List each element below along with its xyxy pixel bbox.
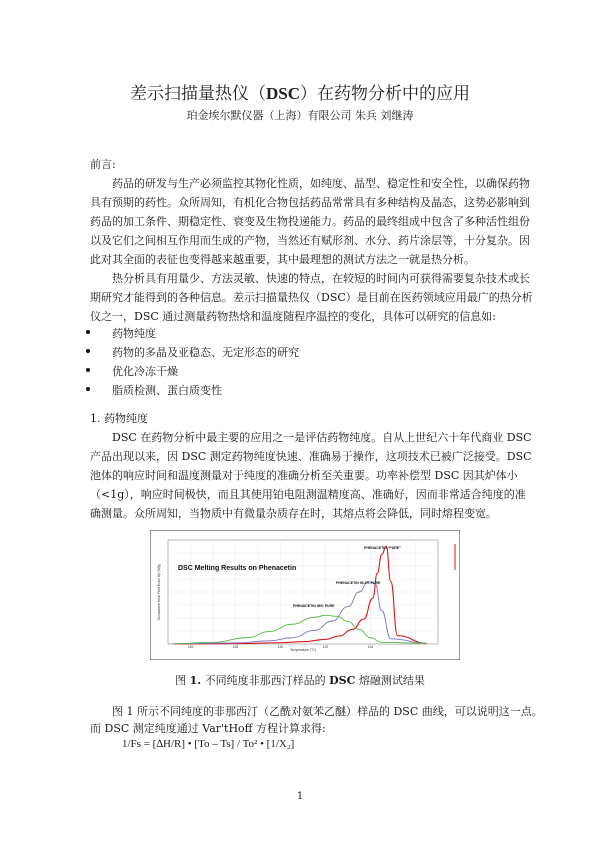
section-line: DSC 在药物分析中最主要的应用之一是评估药物纯度。自从上世纪六十年代商业 DSC	[112, 431, 532, 444]
preface-line: 此对其全面的表征也变得越来越重要，其中最理想的测试方法之一就是热分析。	[90, 253, 475, 266]
bullet-dot	[86, 368, 90, 372]
x-tick-label: 132	[322, 645, 329, 649]
series-label-98: PHENACETIN 98% PURE	[293, 604, 335, 608]
preface-line: 期研究才能得到的各种信息。差示扫描量热仪（DSC）是目前在医药领域应用最广的热分析	[90, 291, 533, 304]
authors: 珀金埃尔默仪器（上海）有限公司 朱兵 刘继涛	[186, 109, 414, 122]
bullet-item: 脂质检测、蛋白质变性	[112, 382, 222, 398]
section-line: （<1g），响应时间极快，而且其使用铂电阻测温精度高、准确好，因而非常适合纯度的准	[90, 488, 526, 501]
preface-line: 以及它们之间相互作用而生成的产物，当然还有赋形剂、水分、药片涂层等，十分复杂。因	[90, 234, 530, 247]
x-axis-label: Temperature (°C)	[289, 648, 317, 652]
series-label-pure: PHENACETIN "PURE"	[364, 546, 401, 550]
chart-title: DSC Melting Results on Phenacetin	[178, 565, 297, 572]
preface-heading: 前言:	[90, 158, 116, 171]
x-tick-label: 128	[232, 645, 239, 649]
bullet-item: 药物纯度	[112, 325, 156, 341]
x-tick-label: 134	[367, 645, 374, 649]
dsc-figure	[150, 530, 460, 660]
section-line: 池体的响应时间和温度测量对于纯度的准确分析至关重要。功率补偿型 DSC 因其炉体小	[90, 469, 518, 482]
page-title: 差示扫描量热仪（DSC）在药物分析中的应用	[129, 84, 470, 104]
y-axis-label: Normalized Heat Flow Endo Up (W/g)	[157, 563, 161, 621]
bullet-item: 药物的多晶及亚稳态、无定形态的研究	[112, 344, 299, 360]
dsc-chart	[150, 530, 460, 660]
preface-line: 药品的研发与生产必须监控其物化性质，如纯度、晶型、稳定性和安全性，以确保药物	[112, 177, 530, 190]
preface-line: 药品的加工条件、期稳定性、衰变及生物投递能力。药品的最终组成中包含了多种活性组份	[90, 215, 530, 228]
body-line: 图 1 所示不同纯度的非那西汀（乙酰对氨苯乙醚）样品的 DSC 曲线，可以说明这一点。	[112, 705, 543, 718]
section-heading: 1. 药物纯度	[90, 412, 148, 425]
figure-caption: 图 1. 不同纯度非那西汀样品的 DSC 熔融测试结果	[175, 674, 425, 687]
bullet-dot	[86, 387, 90, 391]
page-number: 1	[296, 791, 304, 802]
purity-formula: 1/Fs = [∆H/R] • [To – Ts] / To² • [1/X₂]	[122, 738, 295, 750]
bullet-item: 优化冷冻干燥	[112, 363, 178, 379]
section-line: 确测量。众所周知，当物质中有微量杂质存在时，其熔点将会降低，同时熔程变宽。	[90, 507, 497, 520]
x-tick-label: 130	[277, 645, 284, 649]
bullet-dot	[86, 349, 90, 353]
section-line: 产品出现以来，因 DSC 测定药物纯度快速、准确易于操作，这项技术已被广泛接受。DSC	[90, 450, 532, 463]
bullet-dot	[86, 330, 90, 334]
series-label-99: PHENACETIN 99.2% PURE	[336, 581, 381, 585]
preface-line: 热分析具有用量少、方法灵敏、快速的特点，在较短的时间内可获得需要复杂技术或长	[112, 272, 530, 285]
x-tick-label: 126	[187, 645, 194, 649]
preface-line: 具有预期的药性。众所周知，有机化合物包括药品常常具有多种结构及晶态，这势必影响到	[90, 196, 530, 209]
body-line: 而 DSC 测定纯度通过 Var'tHoff 方程计算求得:	[90, 722, 326, 735]
preface-line: 仪之一，DSC 通过测量药物热焓和温度随程序温控的变化，具体可以研究的信息如:	[90, 310, 496, 323]
